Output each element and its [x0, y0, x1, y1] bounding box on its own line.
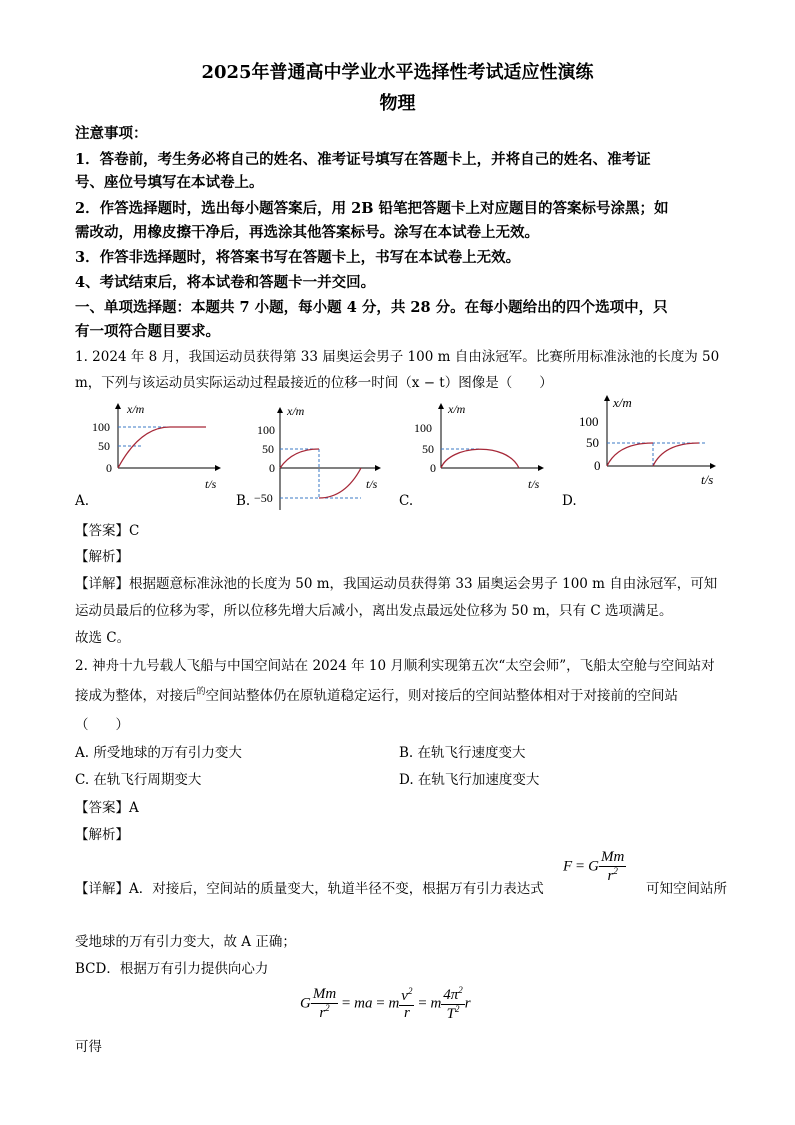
q2-detail-line-1: 【详解】A．对接后，空间站的质量变大，轨道半径不变，根据万有引力表达式 [75, 881, 544, 897]
tick-50: 50 [422, 442, 434, 456]
note-4: 4、考试结束后，将本试卷和答题卡一并交回。 [75, 274, 376, 291]
tick-50: 50 [586, 435, 599, 450]
q1-answer: 【答案】C [75, 523, 140, 539]
q1-stem-line-1: 1. 2024 年 8 月，我国运动员获得第 33 届奥运会男子 100 m 自由泳冠军。比赛所用标准泳池的长度为 50 [75, 349, 720, 365]
q2-stem-line-1: 2. 神舟十九号载人飞船与中国空间站在 2024 年 10 月顺利实现第五次“太空会师”，飞船太空舱与空间站对 [75, 658, 715, 674]
curve-up [280, 449, 319, 468]
t-axis-label: t/s [205, 477, 217, 491]
q1-detail-line-1: 【详解】根据题意标准泳池的长度为 50 m，我国运动员获得第 33 届奥运会男子 100 m 自由泳冠军，可知 [75, 576, 718, 592]
x-axis-label: x/m [287, 404, 305, 418]
graph-b [235, 398, 395, 513]
q2-bcd: BCD．根据万有引力提供向心力 [75, 961, 269, 977]
q2-option-d: D. 在轨飞行加速度变大 [399, 772, 540, 788]
q2-option-a: A. 所受地球的万有引力变大 [75, 745, 242, 761]
q2-stem-line-3: （ ） [75, 717, 129, 733]
option-d-label: D. [562, 493, 577, 509]
note-1-line-2: 号、座位号填写在本试卷上。 [75, 174, 264, 191]
q2-option-b: B. 在轨飞行速度变大 [399, 745, 526, 761]
q1-stem-line-2: m，下列与该运动员实际运动过程最接近的位移一时间（x − t）图像是（ ） [75, 375, 553, 391]
q2-option-c: C. 在轨飞行周期变大 [75, 772, 202, 788]
q2-result: 可得 [75, 1039, 102, 1055]
tick-0: 0 [269, 461, 275, 475]
t-axis-label: t/s [701, 472, 714, 487]
tick-0: 0 [106, 461, 112, 475]
note-1-line-1: 1．答卷前，考生务必将自己的姓名、准考证号填写在答题卡上，并将自己的姓名、准考证 [75, 151, 651, 168]
q1-analysis: 【解析】 [75, 549, 129, 565]
curve-second [653, 443, 699, 466]
t-axis-label: t/s [366, 477, 378, 491]
option-b-label: B. [236, 493, 251, 509]
curve-down [319, 468, 361, 498]
option-a-label: A. [75, 493, 90, 509]
q2-answer: 【答案】A [75, 800, 139, 816]
q2-analysis: 【解析】 [75, 827, 129, 843]
tick-100: 100 [92, 420, 110, 434]
curve-first [607, 443, 653, 466]
tick-50: 50 [262, 442, 274, 456]
note-3: 3．作答非选择题时，将答案书写在答题卡上，书写在本试卷上无效。 [75, 249, 521, 266]
q2-stem-line-2: 接成为整体，对接后$^的$空间站整体仍在原轨道稳定运行，则对接后的空间站整体相对于对接前的空间站 [75, 687, 679, 704]
t-axis-label: t/s [528, 477, 540, 491]
q2-detail-line-1-tail: 可知空间站所 [646, 881, 727, 897]
q2-detail-line-2: 受地球的万有引力变大，故 A 正确； [75, 934, 296, 950]
gravity-formula: F = G $\frac{Mm}{r^2}$ [563, 849, 625, 884]
centripetal-formula: G $\frac{Mm}{r^2}$ = ma = m $\frac{v^2}{r}$ = m $\frac{4\pi^2}{T^2}$ r [300, 985, 471, 1022]
section-1-line-1: 一、单项选择题：本题共 7 小题，每小题 4 分，共 28 分。在每小题给出的四个选项中，只 [75, 299, 668, 316]
x-axis-label: x/m [613, 395, 632, 410]
tick-neg50: −50 [254, 491, 273, 505]
tick-0: 0 [594, 458, 601, 473]
tick-100: 100 [414, 421, 432, 435]
q1-conclusion: 故选 C。 [75, 630, 131, 646]
tick-100: 100 [257, 423, 275, 437]
note-2-line-2: 需改动，用橡皮擦干净后，再选涂其他答案标号。涂写在本试卷上无效。 [75, 224, 539, 241]
exam-title: 2025年普通高中学业水平选择性考试适应性演练 [201, 62, 594, 83]
subject-title: 物理 [379, 93, 416, 114]
graph-a [75, 398, 235, 513]
q1-detail-line-2: 运动员最后的位移为零，所以位移先增大后减小，离出发点最远处位移为 50 m，只有 C 选项满足。 [75, 603, 673, 619]
graph-d [560, 390, 730, 505]
section-1-line-2: 有一项符合题目要求。 [75, 323, 220, 340]
tick-50: 50 [98, 439, 110, 453]
curve [441, 449, 519, 468]
x-axis-label: x/m [127, 402, 145, 416]
option-c-label: C. [399, 493, 414, 509]
notes-heading: 注意事项： [75, 125, 148, 142]
x-axis-label: x/m [448, 402, 466, 416]
note-2-line-1: 2．作答选择题时，选出每小题答案后，用 2B 铅笔把答题卡上对应题目的答案标号涂黑；如 [75, 200, 669, 217]
tick-100: 100 [579, 414, 599, 429]
graph-c [398, 398, 558, 513]
superscript-de: 的 [196, 687, 206, 697]
curve [118, 427, 206, 468]
tick-0: 0 [430, 461, 436, 475]
